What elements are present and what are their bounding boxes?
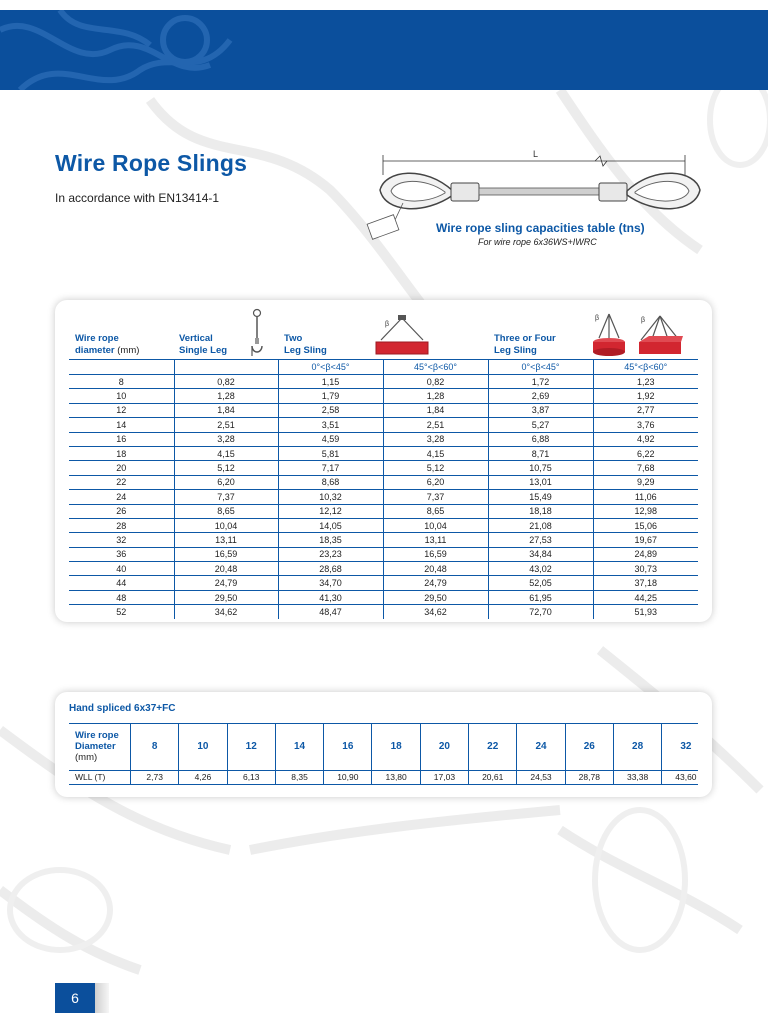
capacity-cell: 11,06 <box>593 490 698 504</box>
capacity-cell: 1,23 <box>593 375 698 389</box>
capacity-cell: 15,06 <box>593 518 698 532</box>
angle-header-row <box>69 360 698 375</box>
capacity-cell: 1,84 <box>174 403 278 417</box>
header-banner <box>0 10 768 90</box>
capacity-cell: 10,04 <box>174 518 278 532</box>
capacity-cell: 15,49 <box>488 490 593 504</box>
diameter-cell: 22 <box>69 475 174 489</box>
hand-spliced-wll-row <box>130 771 710 784</box>
capacity-cell: 34,84 <box>488 547 593 561</box>
capacity-cell: 18,18 <box>488 504 593 518</box>
capacity-cell: 5,81 <box>278 446 383 460</box>
diameter-value: 32 <box>661 724 709 770</box>
diameter-cell: 40 <box>69 562 174 576</box>
wll-value: 6,13 <box>227 771 275 784</box>
three-leg-load-icon <box>591 308 627 358</box>
table-row <box>69 490 698 504</box>
page-title: Wire Rope Slings <box>55 150 248 176</box>
two-leg-load-icon <box>373 314 431 356</box>
diameter-value: 18 <box>371 724 419 770</box>
angle-label: 0°<β<45° <box>488 360 593 375</box>
header-vertical-single-leg: Vertical Single Leg <box>179 333 228 356</box>
svg-text:β: β <box>641 317 646 324</box>
capacity-cell: 10,32 <box>278 490 383 504</box>
capacity-cell: 2,51 <box>174 418 278 432</box>
capacity-cell: 7,37 <box>383 490 488 504</box>
capacity-cell: 23,23 <box>278 547 383 561</box>
table-row <box>69 446 698 460</box>
capacity-cell: 4,59 <box>278 432 383 446</box>
capacity-cell: 43,02 <box>488 562 593 576</box>
table-row <box>69 547 698 561</box>
capacity-cell: 8,71 <box>488 446 593 460</box>
capacity-cell: 37,18 <box>593 576 698 590</box>
wll-value: 13,80 <box>371 771 419 784</box>
table-row <box>69 576 698 590</box>
hand-spliced-card <box>55 692 712 797</box>
hand-spliced-title: Hand spliced 6x37+FC <box>69 703 176 714</box>
diameter-cell: 44 <box>69 576 174 590</box>
table-row <box>69 375 698 389</box>
capacity-cell: 44,25 <box>593 590 698 604</box>
left-thimble-eye <box>380 173 453 209</box>
table-row <box>69 432 698 446</box>
diameter-cell: 28 <box>69 518 174 532</box>
diameter-cell: 32 <box>69 533 174 547</box>
table-row <box>69 403 698 417</box>
capacity-caption-subtitle: For wire rope 6x36WS+IWRC <box>478 237 597 247</box>
table-row <box>69 475 698 489</box>
capacity-cell: 7,17 <box>278 461 383 475</box>
diameter-value: 10 <box>178 724 226 770</box>
capacity-cell: 8,65 <box>383 504 488 518</box>
four-leg-load-icon <box>635 310 685 358</box>
capacity-cell: 18,35 <box>278 533 383 547</box>
diameter-cell: 36 <box>69 547 174 561</box>
header-two-leg-sling: Two Leg Sling <box>284 333 327 356</box>
capacity-cell: 1,28 <box>174 389 278 403</box>
diameter-value: 26 <box>565 724 613 770</box>
wll-label: WLL (T) <box>75 772 106 782</box>
page-number-shadow <box>95 983 109 1013</box>
wll-value: 28,78 <box>565 771 613 784</box>
angle-label: 0°<β<45° <box>278 360 383 375</box>
diameter-cell: 48 <box>69 590 174 604</box>
capacity-caption-title: Wire rope sling capacities table (tns) <box>436 221 645 235</box>
capacity-cell: 41,30 <box>278 590 383 604</box>
capacity-cell: 5,12 <box>174 461 278 475</box>
diameter-value: 28 <box>613 724 661 770</box>
diameter-value: 8 <box>130 724 178 770</box>
capacity-cell: 12,12 <box>278 504 383 518</box>
capacity-cell: 29,50 <box>174 590 278 604</box>
capacity-cell: 3,51 <box>278 418 383 432</box>
id-tag-icon <box>367 203 403 239</box>
capacity-cell: 1,15 <box>278 375 383 389</box>
wll-value: 4,26 <box>178 771 226 784</box>
diameter-cell: 8 <box>69 375 174 389</box>
capacity-cell: 19,67 <box>593 533 698 547</box>
page-subtitle: In accordance with EN13414-1 <box>55 191 220 205</box>
capacity-cell: 52,05 <box>488 576 593 590</box>
wll-value: 8,35 <box>275 771 323 784</box>
capacity-cell: 24,79 <box>174 576 278 590</box>
diameter-cell: 14 <box>69 418 174 432</box>
capacity-cell: 28,68 <box>278 562 383 576</box>
capacity-cell: 27,53 <box>488 533 593 547</box>
right-ferrule <box>599 183 627 201</box>
angle-label: 45°<β<60° <box>383 360 488 375</box>
wll-value: 10,90 <box>323 771 371 784</box>
svg-text:β: β <box>385 321 390 328</box>
length-label: L <box>533 149 539 159</box>
wll-value: 43,60 <box>661 771 709 784</box>
header-diameter: Wire rope diameter (mm) <box>75 333 140 356</box>
capacity-cell: 3,28 <box>174 432 278 446</box>
capacity-cell: 1,84 <box>383 403 488 417</box>
right-thimble-eye <box>627 173 700 209</box>
capacity-cell: 51,93 <box>593 605 698 619</box>
capacity-cell: 61,95 <box>488 590 593 604</box>
diameter-cell: 12 <box>69 403 174 417</box>
diameter-cell: 10 <box>69 389 174 403</box>
table-row <box>69 562 698 576</box>
capacity-cell: 16,59 <box>174 547 278 561</box>
diameter-cell: 16 <box>69 432 174 446</box>
capacity-cell: 5,12 <box>383 461 488 475</box>
capacity-cell: 1,28 <box>383 389 488 403</box>
capacity-cell: 34,62 <box>383 605 488 619</box>
capacity-cell: 2,77 <box>593 403 698 417</box>
capacity-cell: 24,79 <box>383 576 488 590</box>
capacity-cell: 13,11 <box>174 533 278 547</box>
capacity-cell: 3,87 <box>488 403 593 417</box>
angle-label: 45°<β<60° <box>593 360 698 375</box>
diameter-value: 12 <box>227 724 275 770</box>
capacity-cell: 6,88 <box>488 432 593 446</box>
capacity-cell: 14,05 <box>278 518 383 532</box>
wll-value: 24,53 <box>516 771 564 784</box>
capacity-cell: 12,98 <box>593 504 698 518</box>
capacity-cell: 1,79 <box>278 389 383 403</box>
diameter-value: 20 <box>420 724 468 770</box>
capacity-table <box>69 359 698 619</box>
capacity-cell: 7,68 <box>593 461 698 475</box>
table-row <box>69 461 698 475</box>
diameter-cell: 26 <box>69 504 174 518</box>
table-row <box>69 418 698 432</box>
table-row <box>69 590 698 604</box>
capacity-cell: 2,51 <box>383 418 488 432</box>
capacity-table-card <box>55 300 712 622</box>
table-row <box>69 533 698 547</box>
capacity-cell: 21,08 <box>488 518 593 532</box>
capacity-cell: 8,65 <box>174 504 278 518</box>
diameter-cell: 24 <box>69 490 174 504</box>
capacity-cell: 6,22 <box>593 446 698 460</box>
capacity-cell: 7,37 <box>174 490 278 504</box>
table-row <box>69 605 698 619</box>
capacity-cell: 5,27 <box>488 418 593 432</box>
table-row <box>69 504 698 518</box>
capacity-cell: 4,92 <box>593 432 698 446</box>
capacity-cell: 13,01 <box>488 475 593 489</box>
capacity-cell: 48,47 <box>278 605 383 619</box>
capacity-cell: 10,04 <box>383 518 488 532</box>
capacity-cell: 3,28 <box>383 432 488 446</box>
capacity-cell: 3,76 <box>593 418 698 432</box>
svg-text:β: β <box>595 315 600 322</box>
capacity-cell: 1,92 <box>593 389 698 403</box>
capacity-cell: 20,48 <box>174 562 278 576</box>
diameter-cell: 18 <box>69 446 174 460</box>
diameter-value: 22 <box>468 724 516 770</box>
capacity-cell: 9,29 <box>593 475 698 489</box>
capacity-cell: 10,75 <box>488 461 593 475</box>
capacity-cell: 16,59 <box>383 547 488 561</box>
wll-value: 2,73 <box>130 771 178 784</box>
capacity-cell: 6,20 <box>174 475 278 489</box>
diameter-cell: 52 <box>116 606 127 617</box>
capacity-cell: 34,70 <box>278 576 383 590</box>
table-row <box>69 518 698 532</box>
capacity-cell: 1,72 <box>488 375 593 389</box>
capacity-cell: 24,89 <box>593 547 698 561</box>
hand-spliced-diameter-label: Wire rope Diameter (mm) <box>75 730 119 763</box>
wll-value: 33,38 <box>613 771 661 784</box>
table-row <box>69 389 698 403</box>
capacity-cell: 2,69 <box>488 389 593 403</box>
diameter-value: 16 <box>323 724 371 770</box>
wll-value: 17,03 <box>420 771 468 784</box>
capacity-cell: 13,11 <box>383 533 488 547</box>
capacity-cell: 6,20 <box>383 475 488 489</box>
wll-value: 20,61 <box>468 771 516 784</box>
single-leg-hook-icon <box>245 308 269 360</box>
capacity-cell: 30,73 <box>593 562 698 576</box>
capacity-cell: 0,82 <box>383 375 488 389</box>
hand-spliced-diameter-row <box>130 724 710 770</box>
capacity-cell: 20,48 <box>383 562 488 576</box>
capacity-cell: 2,58 <box>278 403 383 417</box>
capacity-cell: 0,82 <box>174 375 278 389</box>
capacity-cell: 72,70 <box>488 605 593 619</box>
rope-pattern-decoration <box>0 10 768 90</box>
capacity-cell: 4,15 <box>174 446 278 460</box>
page-number: 6 <box>55 983 95 1013</box>
capacity-cell: 34,62 <box>174 605 278 619</box>
diameter-value: 24 <box>516 724 564 770</box>
capacity-cell: 29,50 <box>383 590 488 604</box>
diameter-value: 14 <box>275 724 323 770</box>
capacity-cell: 4,15 <box>383 446 488 460</box>
header-three-four-leg-sling: Three or Four Leg Sling <box>494 333 556 356</box>
rope-body <box>479 188 599 195</box>
capacity-cell: 8,68 <box>278 475 383 489</box>
left-ferrule <box>451 183 479 201</box>
diameter-cell: 20 <box>69 461 174 475</box>
